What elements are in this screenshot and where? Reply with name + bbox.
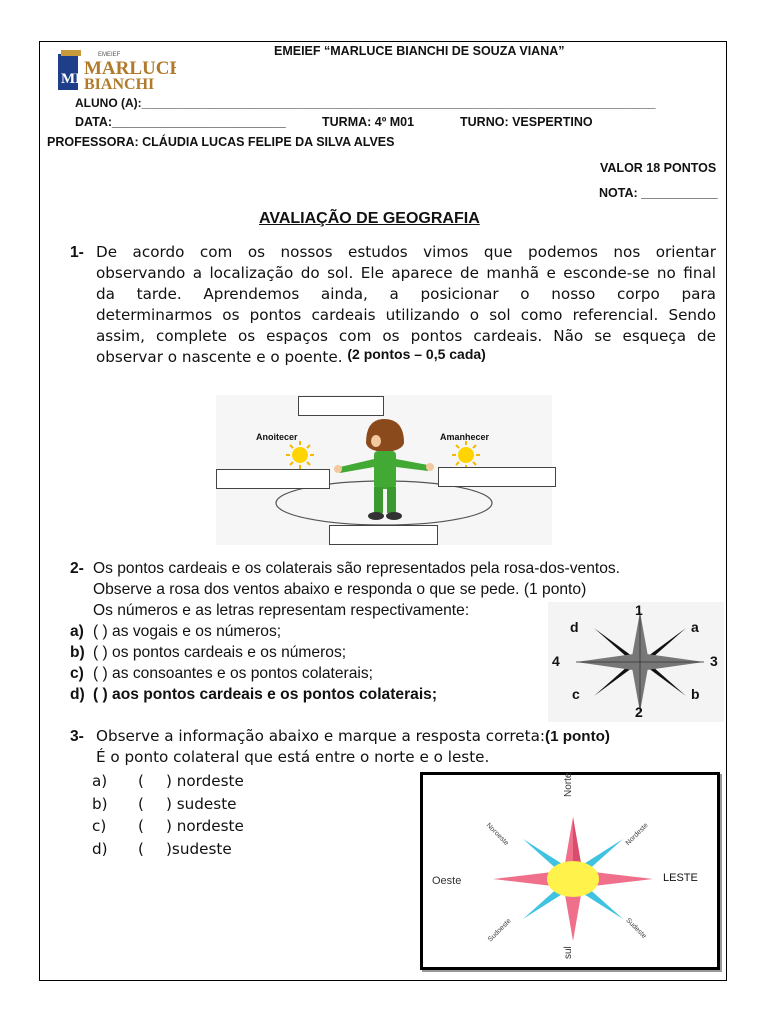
q1-points: (2 pontos – 0,5 cada) [347, 346, 486, 362]
q3-text [96, 726, 610, 768]
compass-ne-label: Nordeste [624, 821, 650, 848]
compass-se-label: Sudeste [624, 916, 648, 941]
rose-label-4: 4 [552, 653, 560, 669]
answer-box-top[interactable] [298, 396, 384, 416]
q3-line1: Observe a informação abaixo e marque a resposta correta: [96, 727, 546, 745]
grade-field[interactable]: NOTA: ___________ [599, 186, 718, 200]
answer-box-right[interactable] [438, 467, 556, 487]
q2-options [70, 621, 437, 705]
school-name: EMEIEF “MARLUCE BIANCHI DE SOUZA VIANA” [274, 44, 565, 58]
q3-options [92, 770, 244, 860]
student-field[interactable]: ALUNO (A):_____________________________________________________________________________ [75, 96, 656, 110]
q1-line: observando a localização do sol. Ele aparece de manhã e esconde-se no final [96, 264, 716, 282]
rose-label-3: 3 [710, 653, 718, 669]
label-amanhecer: Amanhecer [440, 432, 490, 442]
compass-south-label: sul [563, 946, 574, 959]
q3-compass-figure [420, 772, 720, 970]
q1-line: assim, complete os espaços com os pontos cardeais. Não se esqueça de [96, 327, 716, 345]
class-label: TURMA: 4º M01 [322, 115, 415, 129]
q2-line: Os números e as letras representam respectivamente: [93, 602, 470, 619]
rose-label-2: 2 [635, 704, 643, 720]
logo-top-text: EMEIEF [98, 52, 121, 58]
q1-text [96, 242, 716, 368]
compass-east-label: LESTE [663, 872, 698, 884]
logo-line2: BIANCHI [84, 76, 155, 93]
rose-label-1: 1 [635, 602, 643, 618]
q2-option-c[interactable]: c) ( ) as consoantes e os pontos colaterais; [70, 665, 373, 682]
rose-label-c: c [572, 686, 580, 702]
q3-option-a[interactable]: a) ( ) nordeste [92, 772, 244, 790]
q3-points: (1 ponto) [545, 728, 610, 745]
rose-label-b: b [691, 686, 700, 702]
q2-compass-rose [548, 602, 724, 722]
page-title: AVALIAÇÃO DE GEOGRAFIA [259, 210, 480, 227]
q2-line: Observe a rosa dos ventos abaixo e responda o que se pede. (1 ponto) [93, 581, 587, 598]
q2-text [93, 558, 620, 621]
q3-option-b[interactable]: b) ( ) sudeste [92, 794, 237, 813]
school-logo [58, 46, 176, 94]
date-field[interactable]: DATA:_________________________ [75, 115, 286, 129]
q1-line: De acordo com os nossos estudos vimos que podemos nos orientar [96, 243, 716, 261]
q1-line: observar o nascente e o poente. [96, 348, 343, 366]
q2-line: Os pontos cardeais e os colaterais são representados pela rosa-dos-ventos. [93, 560, 621, 577]
answer-box-left[interactable] [216, 469, 330, 489]
teacher-label: PROFESSORA: CLÁUDIA LUCAS FELIPE DA SILVA ALVES [47, 135, 395, 149]
q1-number: 1- [70, 244, 84, 261]
compass-sw-label: Sudoeste [486, 917, 513, 944]
q3-line2: É o ponto colateral que está entre o norte e o leste. [96, 748, 490, 766]
q2-option-d[interactable]: d) ( ) aos pontos cardeais e os pontos colaterais; [70, 686, 438, 703]
q2-option-b[interactable]: b) ( ) os pontos cardeais e os números; [70, 644, 347, 661]
q1-line: da tarde. Aprendemos ainda, a posicionar o nosso corpo para [96, 285, 716, 303]
logo-monogram: MB [61, 71, 86, 87]
q2-option-a[interactable]: a) ( ) as vogais e os números; [70, 623, 282, 640]
compass-west-label: Oeste [432, 875, 462, 887]
label-anoitecer: Anoitecer [256, 432, 298, 442]
q3-number: 3- [70, 728, 84, 745]
shift-label: TURNO: VESPERTINO [460, 115, 593, 129]
compass-north-label: Norte [563, 772, 574, 797]
answer-box-bottom[interactable] [329, 525, 438, 545]
q1-line: determinarmos os pontos cardeais utilizando o sol como referencial. Sendo [96, 306, 716, 324]
rose-label-a: a [691, 619, 699, 635]
logo-line1: MARLUCE [84, 58, 176, 79]
compass-nw-label: Noroeste [484, 821, 510, 848]
q2-number: 2- [70, 560, 84, 577]
rose-label-d: d [570, 619, 579, 635]
q3-option-c[interactable]: c) ( ) nordeste [92, 817, 244, 835]
value-label: VALOR 18 PONTOS [600, 161, 717, 175]
q3-option-d[interactable]: d) ( )sudeste [92, 839, 232, 858]
